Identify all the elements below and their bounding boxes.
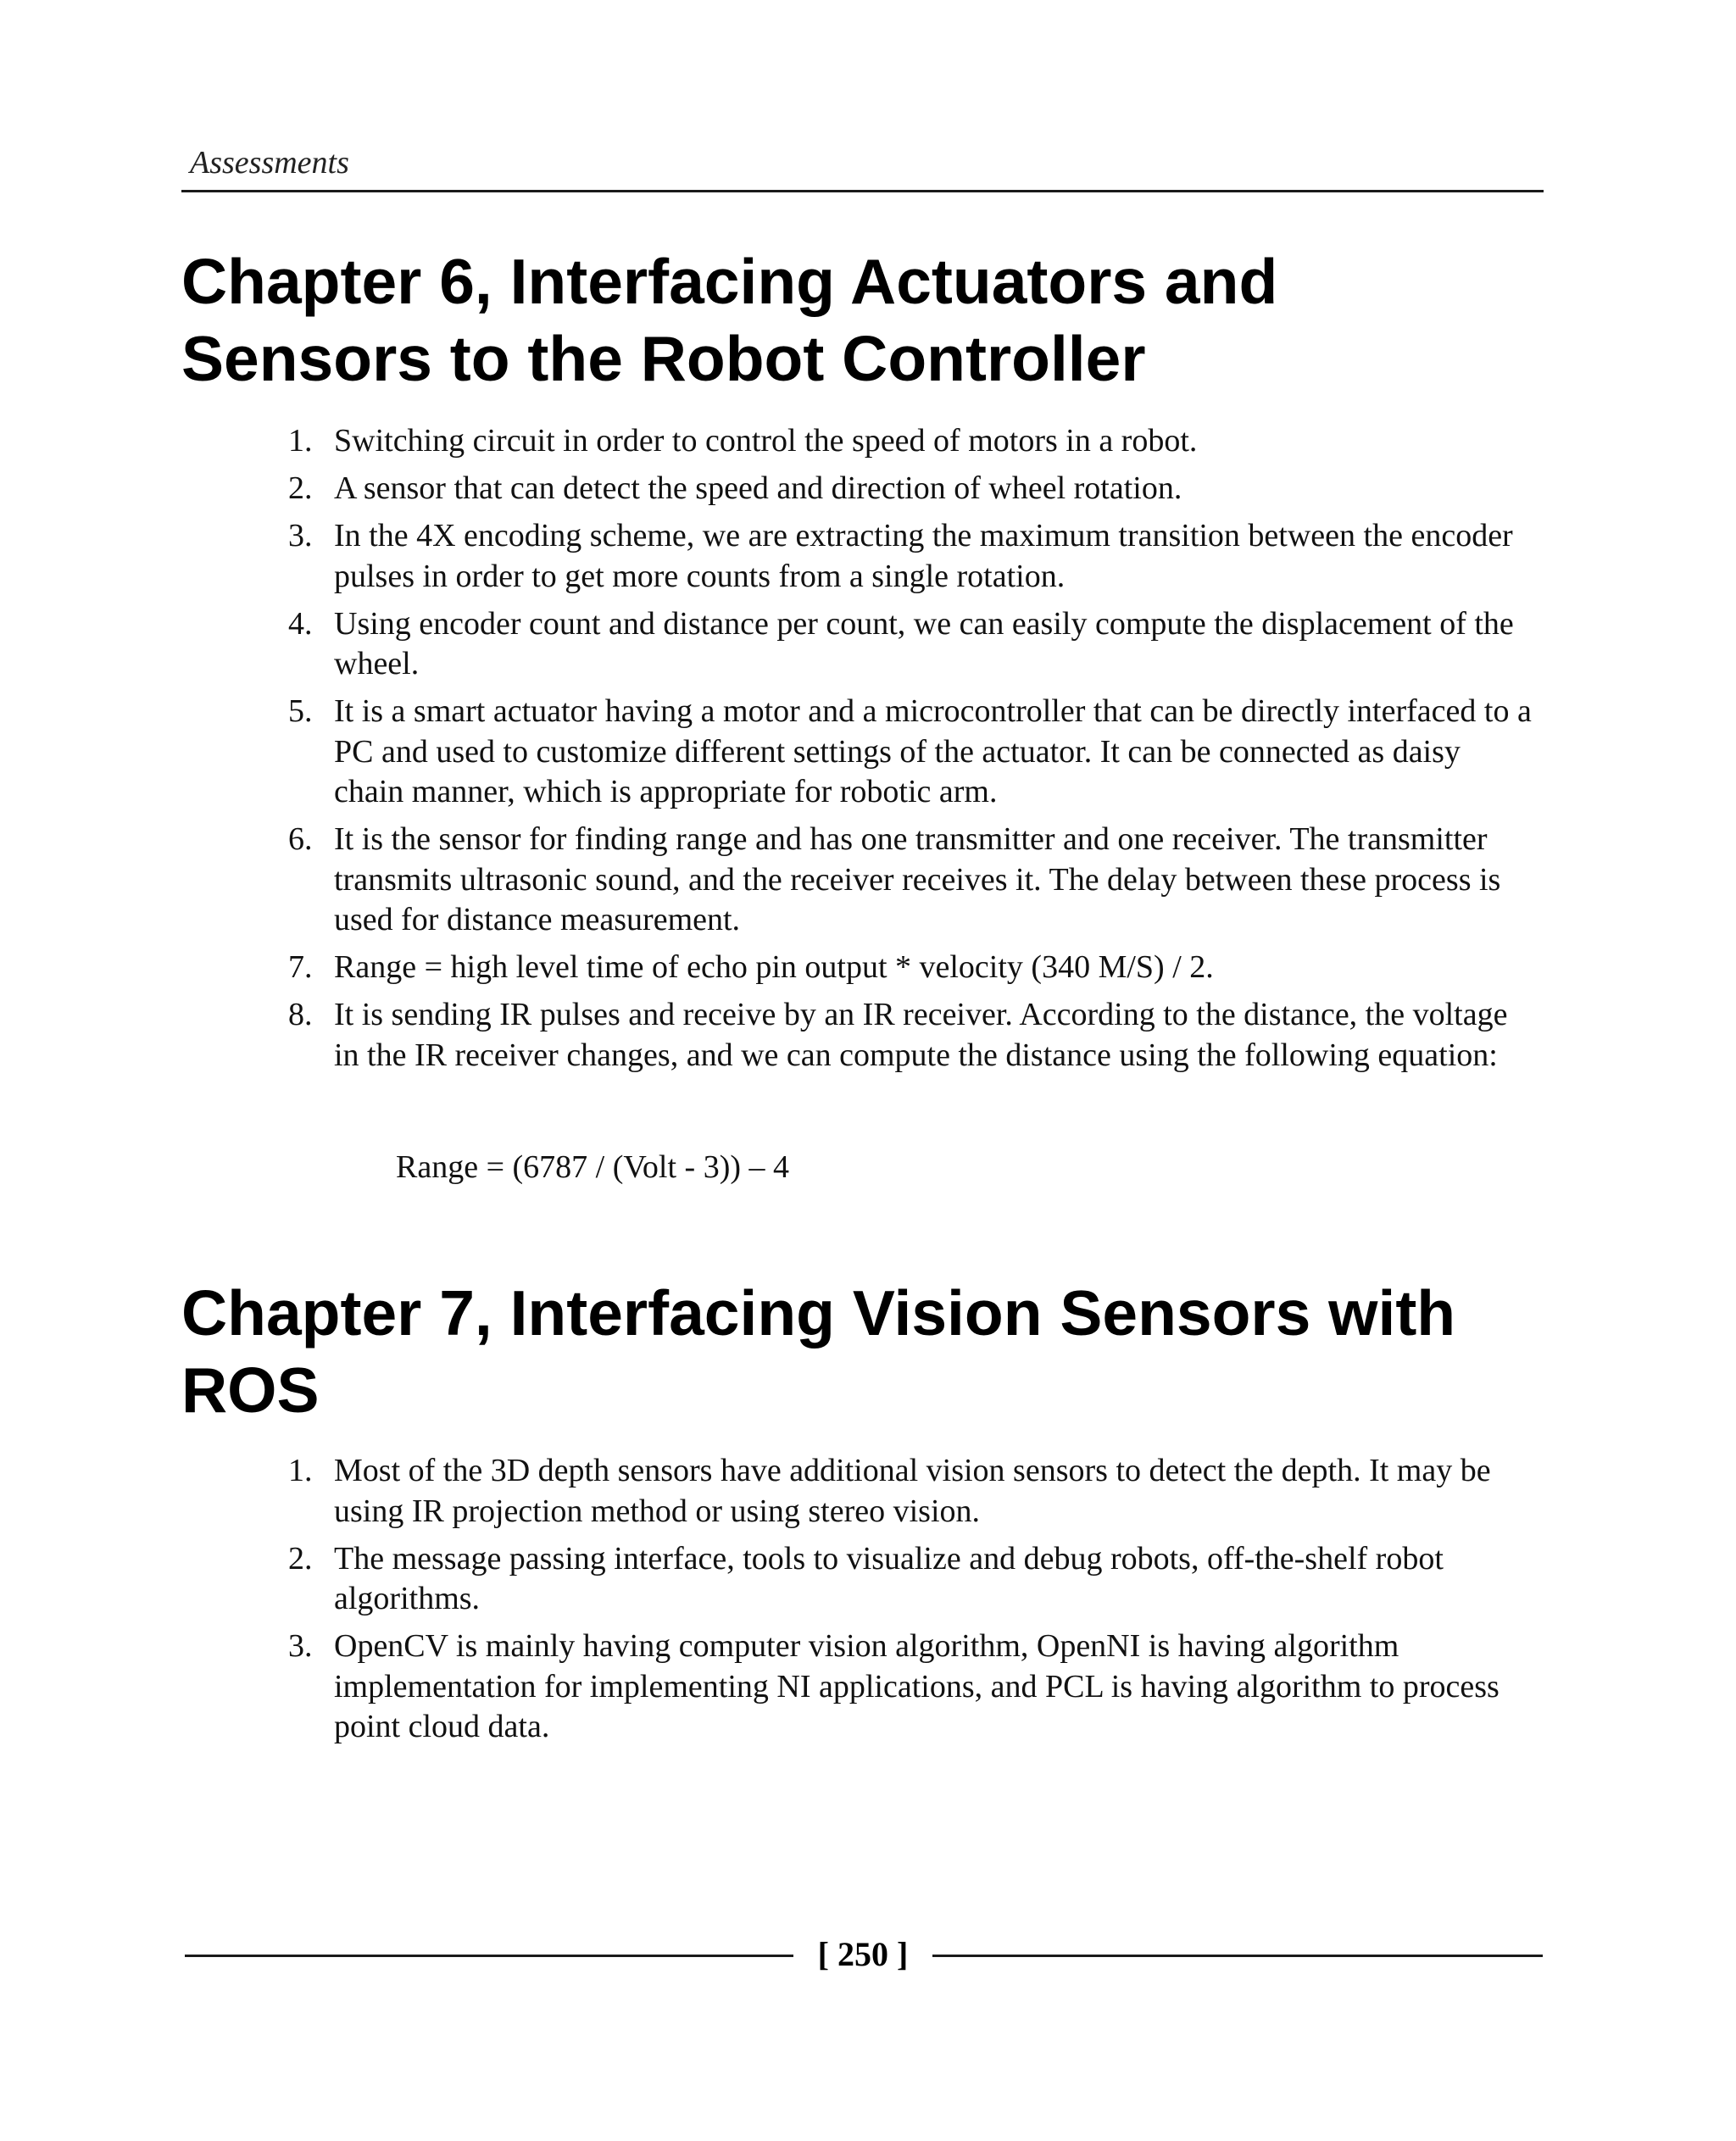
list-item-number: 8.: [288, 997, 313, 1032]
list-item-text: In the 4X encoding scheme, we are extracting the maximum transition between the encoder pulses in order to get more counts from a single rotation.: [334, 518, 1513, 594]
list-item: [0, 692, 1538, 813]
chapter-6-title: Chapter 6, Interfacing Actuators and Sensors to the Robot Controller: [181, 246, 1278, 394]
list-item-number: 2.: [288, 470, 313, 506]
list-item-text: It is the sensor for finding range and has one transmitter and one receiver. The transmitter transmits ultrasonic sound, and the receiver receives it. The delay between these process is used for distance measurement.: [334, 821, 1501, 937]
list-item-number: 1.: [288, 423, 313, 459]
range-equation: Range = (6787 / (Volt - 3)) – 4: [396, 1149, 789, 1185]
page-number: [ 250 ]: [817, 1935, 909, 1973]
list-item-text: The message passing interface, tools to visualize and debug robots, off-the-shelf robot algorithms.: [334, 1540, 1444, 1616]
footer-rule-right: [932, 1955, 1543, 1957]
list-item: [0, 1627, 1538, 1748]
running-head: Assessments: [190, 145, 349, 181]
list-item-number: 1.: [288, 1453, 313, 1488]
list-item-number: 3.: [288, 518, 313, 553]
list-item: [0, 948, 1538, 988]
footer-rule-left: [185, 1955, 793, 1957]
list-item-text: Using encoder count and distance per count, we can easily compute the displacement of the wheel.: [334, 605, 1514, 681]
list-item-number: 3.: [288, 1628, 313, 1664]
list-item: [0, 604, 1538, 685]
list-item-text: It is sending IR pulses and receive by an IR receiver. According to the distance, the voltage in the IR receiver changes, and we can compute the distance using the following equation:: [334, 997, 1508, 1073]
list-item: [0, 469, 1538, 509]
chapter-6-answers: [0, 421, 1736, 1083]
list-item: [0, 421, 1538, 462]
list-item-text: Switching circuit in order to control the speed of motors in a robot.: [334, 423, 1198, 459]
list-item: [0, 820, 1538, 941]
list-item-number: 5.: [288, 693, 313, 729]
list-item: [0, 1451, 1538, 1532]
list-item-number: 6.: [288, 821, 313, 857]
chapter-7-answers: [0, 1451, 1736, 1755]
list-item: [0, 995, 1538, 1076]
list-item-text: It is a smart actuator having a motor and a microcontroller that can be directly interfaced to a PC and used to customize different settings of the actuator. It can be connected as daisy chain manner, which is appropriate for robotic arm.: [334, 693, 1532, 809]
list-item-number: 4.: [288, 605, 313, 642]
list-item: [0, 1539, 1538, 1620]
list-item-number: 2.: [288, 1540, 313, 1577]
list-item: [0, 516, 1538, 597]
list-item-text: OpenCV is mainly having computer vision algorithm, OpenNI is having algorithm implementation for implementing NI applications, and PCL is having algorithm to process point cloud data.: [334, 1628, 1500, 1744]
header-rule: [181, 190, 1544, 192]
list-item-text: Range = high level time of echo pin output * velocity (340 M/S) / 2.: [334, 949, 1214, 985]
list-item-text: Most of the 3D depth sensors have additional vision sensors to detect the depth. It may be using IR projection method or using stereo vision.: [334, 1453, 1491, 1529]
list-item-number: 7.: [288, 949, 313, 985]
list-item-text: A sensor that can detect the speed and direction of wheel rotation.: [334, 470, 1182, 506]
chapter-7-title: Chapter 7, Interfacing Vision Sensors with ROS: [181, 1277, 1456, 1426]
